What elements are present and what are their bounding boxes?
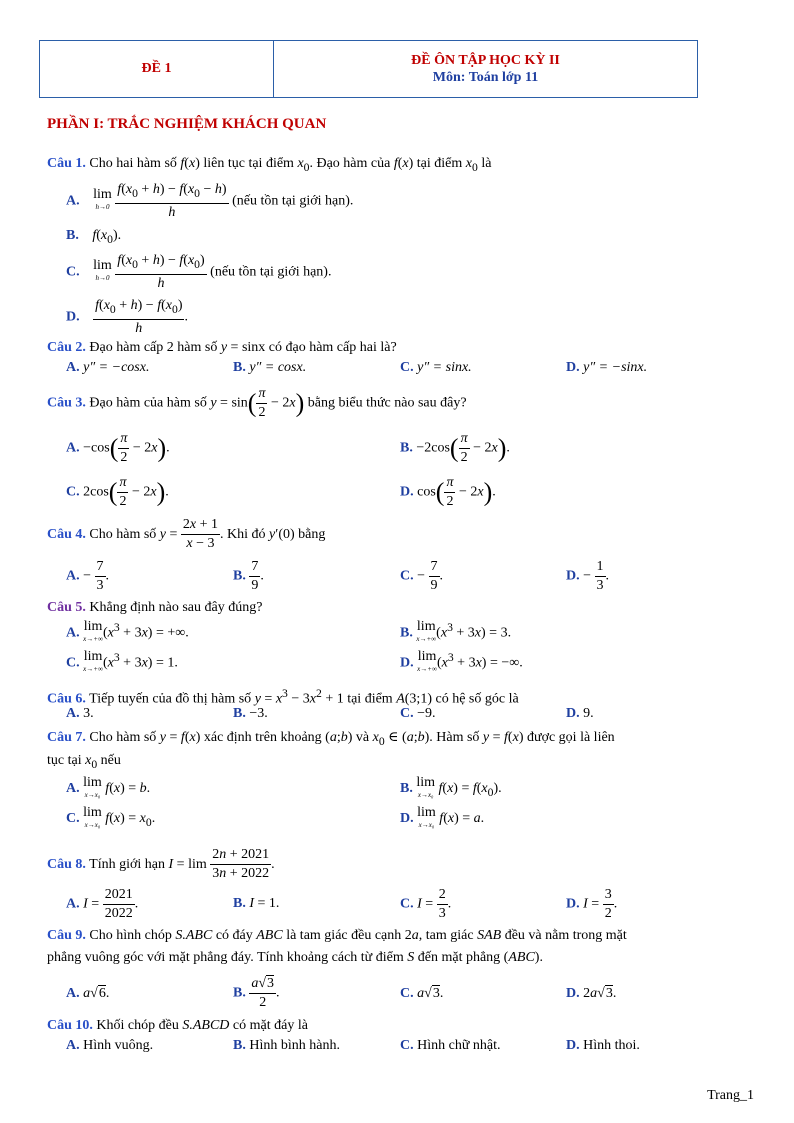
option-letter: B.	[233, 568, 246, 584]
question-label: Câu 3.	[47, 395, 86, 411]
question-7-line2: tục tại $x_0$ nếu	[47, 753, 121, 771]
option-letter: A.	[66, 896, 80, 912]
option-letter: B.	[400, 440, 413, 456]
option-letter: C.	[66, 484, 80, 500]
question-label: Câu 5.	[47, 600, 86, 615]
question-text: Đạo hàm của hàm số	[89, 395, 207, 411]
q2-option-a[interactable]	[66, 360, 149, 376]
question-1: Câu 1. Cho hai hàm số f(x) liên tục tại điểm $x_0$. Đạo hàm của f(x) tại điểm $x_0$ là	[47, 156, 492, 174]
question-9-line2: phẳng vuông góc với mặt phẳng đáy. Tính khoảng cách từ điểm S đến mặt phẳng (ABC).	[47, 950, 543, 965]
question-label: Câu 7.	[47, 730, 86, 745]
option-letter: D.	[566, 986, 580, 1001]
question-text: Tính giới hạn	[89, 857, 165, 872]
q7-option-a[interactable]: A. lim x→x₀ f(x) = b.	[66, 775, 151, 799]
exam-subject: Môn: Toán lớp 11	[432, 70, 539, 85]
option-letter: B.	[233, 360, 246, 375]
q8-option-a[interactable]: A. I = $\frac{2021}{2022}$ .	[66, 887, 139, 921]
question-9: Câu 9. Cho hình chóp S.ABC có đáy ABC là tam giác đều cạnh 2a, tam giác SAB đều và nằm trong mặt	[47, 928, 627, 943]
option-text: Hình thoi.	[583, 1038, 640, 1053]
q9-option-c[interactable]: C. a√3.	[400, 986, 444, 1001]
q6-option-d[interactable]	[566, 706, 594, 722]
option-text: Hình bình hành.	[249, 1038, 340, 1053]
question-5	[47, 599, 756, 617]
q4-option-c[interactable]: C. − $\frac{7}{9}$ .	[400, 559, 444, 593]
note-text: (nếu tồn tại giới hạn).	[232, 193, 354, 209]
question-label: Câu 10.	[47, 1018, 93, 1033]
q3-option-d[interactable]: D. cos( $\frac{\pi}{2}$ − 2x).	[400, 475, 496, 509]
option-letter: B.	[66, 228, 79, 243]
option-letter: D.	[566, 706, 580, 721]
option-letter: D.	[400, 484, 414, 500]
option-text: 3.	[83, 706, 94, 721]
exam-title: ĐỀ ÔN TẬP HỌC KỲ II	[411, 53, 560, 68]
q7-option-b[interactable]: B. lim x→x₀ $f(x) = f(x_0)$.	[400, 775, 502, 800]
option-letter: D.	[566, 1038, 580, 1053]
question-label: Câu 1.	[47, 156, 86, 171]
q8-option-c[interactable]: C. I = $\frac{2}{3}$ .	[400, 887, 452, 921]
q7-option-d[interactable]: D. lim x→x₀ f(x) = a.	[400, 805, 485, 829]
q9-option-a[interactable]: A. a√6.	[66, 986, 110, 1001]
q5-option-b[interactable]: B. lim x→+∞ $(x^3 + 3x) = 3$.	[400, 619, 512, 644]
q10-option-c[interactable]	[400, 1038, 501, 1054]
option-letter: D.	[566, 568, 580, 584]
q2-option-c[interactable]	[400, 360, 472, 376]
option-letter: C.	[400, 706, 414, 721]
option-text: y″ = sinx.	[417, 360, 472, 375]
question-3: Câu 3. Đạo hàm của hàm số y = sin( $\frac{\pi}{2}$ − 2x) bằng biểu thức nào sau đây?	[47, 386, 467, 420]
q10-option-d[interactable]	[566, 1038, 640, 1054]
q6-option-c[interactable]	[400, 706, 436, 722]
q9-option-b[interactable]: B. $\frac{a√3}{2}$ .	[233, 976, 280, 1010]
option-letter: A.	[66, 1038, 80, 1053]
q2-option-b[interactable]	[233, 360, 306, 376]
question-10: Câu 10. Khối chóp đều S.ABCD có mặt đáy là	[47, 1018, 308, 1033]
q3-option-c[interactable]: C. 2cos( $\frac{\pi}{2}$ − 2x).	[66, 475, 169, 509]
question-label: Câu 2.	[47, 340, 86, 355]
option-letter: B.	[233, 985, 246, 1001]
q4-option-a[interactable]: A. − $\frac{7}{3}$ .	[66, 559, 110, 593]
q1-option-c[interactable]: C. lim h→0 $\frac{f(x_0 + h) - f(x_0)}{h}$ (nếu tồn tại giới hạn).	[66, 253, 332, 291]
option-letter: C.	[400, 360, 414, 375]
q5-option-a[interactable]: A. lim x→+∞ $(x^3 + 3x)$ = +∞.	[66, 619, 189, 644]
q4-option-b[interactable]: B. $\frac{7}{9}$ .	[233, 559, 264, 593]
q6-option-a[interactable]	[66, 706, 94, 722]
part-heading: PHẦN I: TRẮC NGHIỆM KHÁCH QUAN	[47, 116, 327, 132]
q8-option-d[interactable]: D. I = $\frac{3}{2}$ .	[566, 887, 618, 921]
q6-option-b[interactable]	[233, 706, 268, 722]
option-letter: D.	[400, 655, 414, 671]
q5-option-d[interactable]: D. lim x→+∞ $(x^3 + 3x)$ = −∞.	[400, 649, 523, 674]
option-letter: B.	[400, 781, 413, 797]
q1-option-d[interactable]: D. $\frac{f(x_0 + h) - f(x_0)}{h}$ .	[66, 298, 188, 336]
q10-option-b[interactable]	[233, 1038, 340, 1054]
q3-option-a[interactable]: A. −cos( $\frac{\pi}{2}$ − 2x).	[66, 431, 170, 465]
question-tail: bằng biểu thức nào sau đây?	[307, 395, 467, 411]
q3-option-b[interactable]: B. −2cos( $\frac{\pi}{2}$ − 2x).	[400, 431, 510, 465]
option-text: −9.	[417, 706, 436, 721]
option-text: Hình chữ nhật.	[417, 1038, 501, 1053]
q10-option-a[interactable]	[66, 1038, 153, 1054]
option-letter: A.	[66, 986, 80, 1001]
option-letter: B.	[233, 896, 246, 911]
option-letter: C.	[400, 896, 414, 912]
header-box	[39, 40, 698, 98]
option-letter: B.	[400, 625, 413, 641]
question-label: Câu 4.	[47, 527, 86, 542]
option-letter: D.	[566, 896, 580, 912]
question-label: Câu 8.	[47, 857, 86, 872]
option-letter: A.	[66, 625, 80, 641]
option-text: y″ = cosx.	[249, 360, 307, 375]
option-letter: B.	[233, 706, 246, 721]
question-label: Câu 6.	[47, 691, 86, 707]
option-text: Hình vuông.	[83, 1038, 154, 1053]
option-letter: B.	[233, 1038, 246, 1053]
option-text: −3.	[249, 706, 268, 721]
option-text: y″ = −cosx.	[83, 360, 150, 375]
option-letter: A.	[66, 781, 80, 797]
question-4: Câu 4. Cho hàm số y = $\frac{2x + 1}{x - 3}$ . Khi đó y′(0) bằng	[47, 517, 326, 552]
option-letter: A.	[66, 193, 80, 209]
option-letter: C.	[66, 264, 80, 280]
option-letter: A.	[66, 706, 80, 721]
question-6: Câu 6. Tiếp tuyến của đồ thị hàm số $y = x^3 - 3x^2 + 1$ tại điểm A(3;1) có hệ số góc là	[47, 687, 519, 707]
note-text: (nếu tồn tại giới hạn).	[210, 264, 332, 280]
q1-option-b[interactable]: B. $f(x_0)$.	[66, 228, 122, 246]
header-title-block	[274, 41, 697, 97]
option-letter: C.	[66, 655, 80, 671]
option-letter: C.	[400, 568, 414, 584]
option-letter: C.	[66, 811, 80, 827]
page-number: Trang_1	[707, 1088, 754, 1103]
question-2: Câu 2. Đạo hàm cấp 2 hàm số y = sinx có đạo hàm cấp hai là?	[47, 340, 397, 355]
question-text: Khẳng định nào sau đây đúng?	[89, 600, 263, 615]
question-label: Câu 9.	[47, 928, 86, 943]
option-letter: A.	[66, 360, 80, 375]
option-text: y″ = −sinx.	[583, 360, 648, 375]
question-7: Câu 7. Cho hàm số y = f(x) xác định trên khoảng (a;b) và $x_0$ ∈ (a;b). Hàm số y = f(x) được gọi là liên	[47, 730, 615, 748]
option-letter: D.	[66, 309, 80, 325]
q1-option-a[interactable]: A. lim h→0 $\frac{f(x_0 + h) - f(x_0 - h)}{h}$ (nếu tồn tại giới hạn).	[66, 182, 354, 220]
q7-option-c[interactable]: C. lim x→x₀ $f(x) = x_0$.	[66, 805, 156, 830]
exam-number: ĐỀ 1	[40, 41, 274, 97]
q9-option-d[interactable]: D. 2a√3.	[566, 986, 617, 1001]
question-8: Câu 8. Tính giới hạn I = lim $\frac{2n + 2021}{3n + 2022}$ .	[47, 847, 275, 882]
option-letter: D.	[400, 811, 414, 827]
option-letter: A.	[66, 440, 80, 456]
q5-option-c[interactable]: C. lim x→+∞ $(x^3 + 3x) = 1$.	[66, 649, 178, 674]
q2-option-d[interactable]	[566, 360, 647, 376]
option-text: 9.	[583, 706, 594, 721]
q8-option-b[interactable]: B. I = 1.	[233, 896, 280, 911]
q4-option-d[interactable]: D. − $\frac{1}{3}$ .	[566, 559, 610, 593]
question-text: Cho hàm số	[89, 527, 157, 542]
option-letter: D.	[566, 360, 580, 375]
option-letter: C.	[400, 1038, 414, 1053]
option-letter: C.	[400, 986, 414, 1001]
option-letter: A.	[66, 568, 80, 584]
